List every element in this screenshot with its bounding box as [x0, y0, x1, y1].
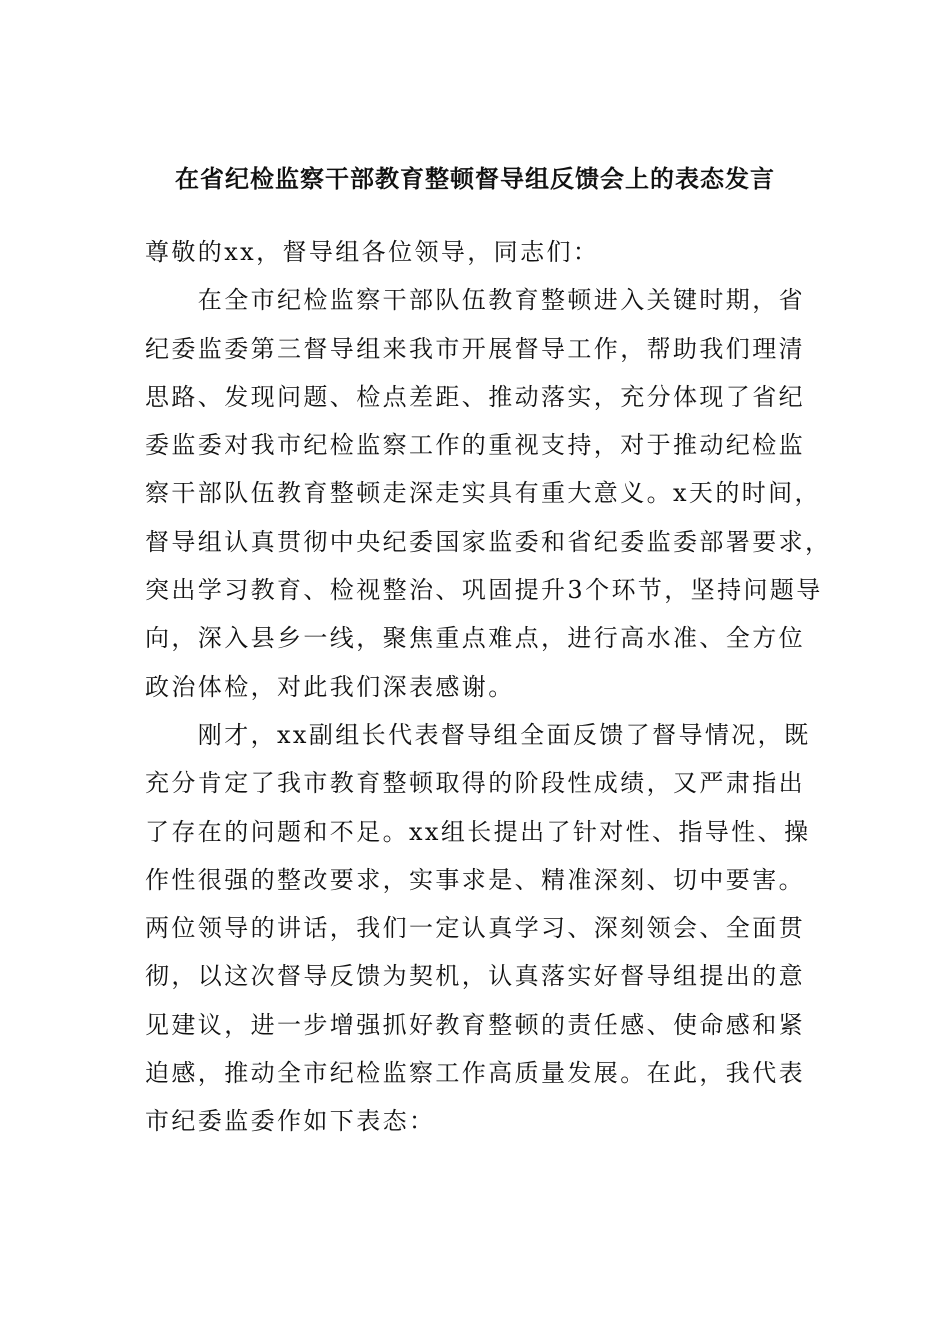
document-title: 在省纪检监察干部教育整顿督导组反馈会上的表态发言 — [175, 164, 775, 193]
text-line: 彻，以这次督导反馈为契机，认真落实好督导组提出的意 — [145, 962, 805, 991]
text-line: 刚才，xx副组长代表督导组全面反馈了督导情况，既 — [145, 720, 811, 749]
text-line: 督导组认真贯彻中央纪委国家监委和省纪委监委部署要求， — [145, 527, 832, 556]
text-line: 充分肯定了我市教育整顿取得的阶段性成绩，又严肃指出 — [145, 769, 805, 798]
text-line: 委监委对我市纪检监察工作的重视支持，对于推动纪检监 — [145, 431, 805, 460]
text-line: 思路、发现问题、检点差距、推动落实，充分体现了省纪 — [145, 382, 805, 411]
text-line: 迫感，推动全市纪检监察工作高质量发展。在此，我代表 — [145, 1059, 805, 1088]
text-line: 察干部队伍教育整顿走深走实具有重大意义。x天的时间， — [145, 479, 821, 508]
text-line: 在全市纪检监察干部队伍教育整顿进入关键时期，省 — [145, 286, 805, 315]
text-line: 两位领导的讲话，我们一定认真学习、深刻领会、全面贯 — [145, 914, 805, 943]
document-body — [145, 228, 832, 1146]
text-line: 见建议，进一步增强抓好教育整顿的责任感、使命感和紧 — [145, 1010, 805, 1039]
text-line: 向，深入县乡一线，聚焦重点难点，进行高水准、全方位 — [145, 624, 805, 653]
text-line: 突出学习教育、检视整治、巩固提升3个环节，坚持问题导 — [145, 576, 823, 605]
text-line: 政治体检，对此我们深表感谢。 — [145, 672, 515, 701]
text-line: 尊敬的xx，督导组各位领导，同志们： — [145, 238, 600, 266]
text-line: 了存在的问题和不足。xx组长提出了针对性、指导性、操 — [145, 817, 811, 846]
text-line: 市纪委监委作如下表态： — [145, 1107, 436, 1136]
text-line: 纪委监委第三督导组来我市开展督导工作，帮助我们理清 — [145, 334, 805, 363]
text-line: 作性很强的整改要求，实事求是、精准深刻、切中要害。 — [145, 865, 805, 894]
